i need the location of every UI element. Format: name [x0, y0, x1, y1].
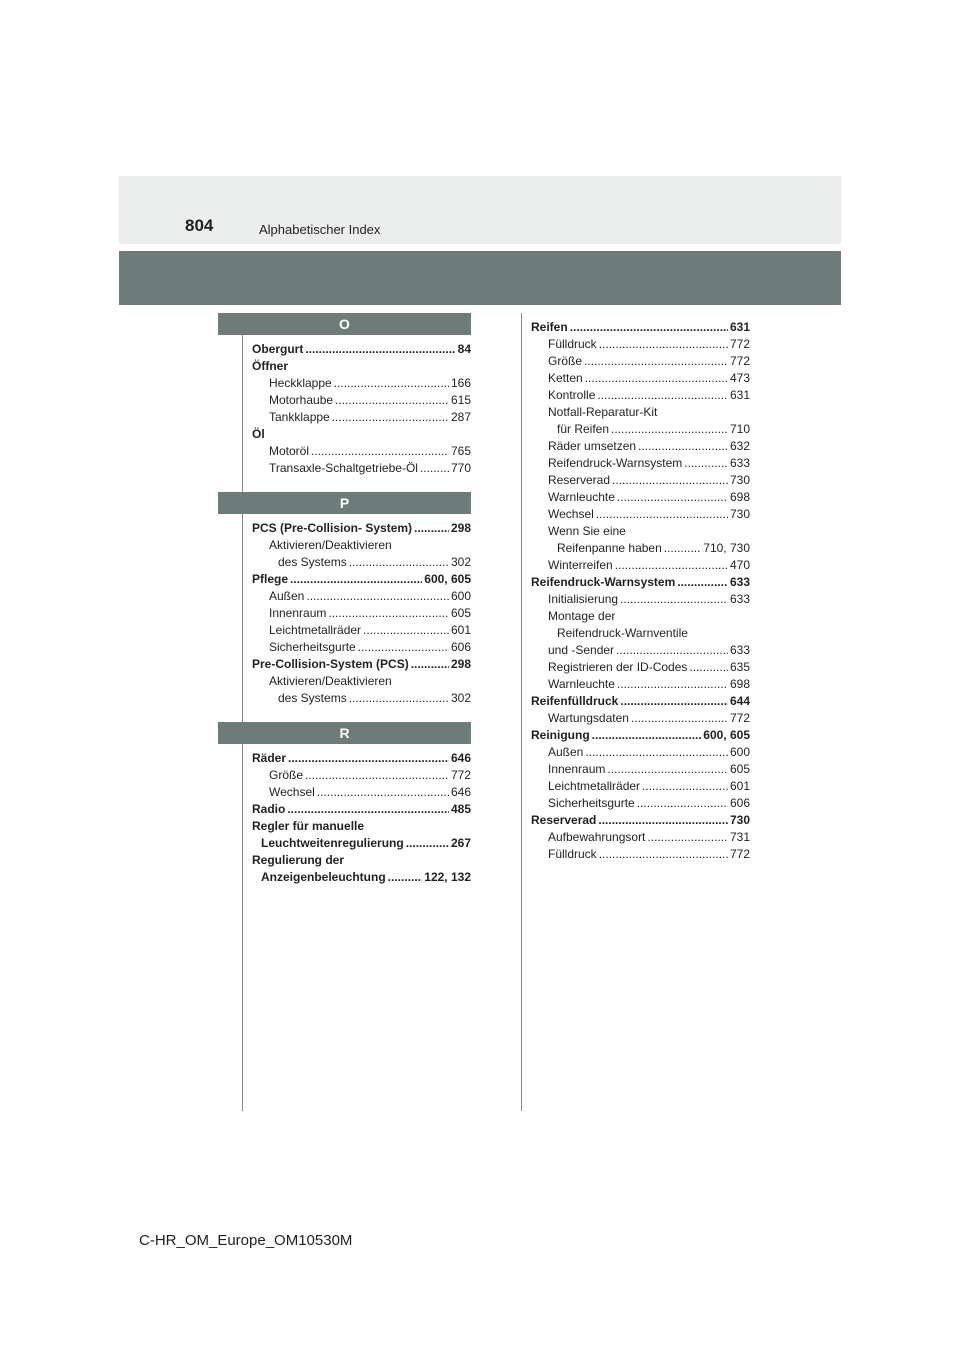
index-subentry: Fülldruck ..... 772	[531, 336, 750, 353]
index-subentry: Innenraum ..... 605	[531, 761, 750, 778]
letter-heading-o: O	[218, 313, 471, 335]
index-entry: Räder ..... 646	[252, 750, 471, 767]
index-subentry: Außen ..... 600	[531, 744, 750, 761]
index-entry: Reinigung ..... 600, 605	[531, 727, 750, 744]
index-subentry: Wartungsdaten ..... 772	[531, 710, 750, 727]
index-entry: Obergurt ..... 84	[252, 341, 471, 358]
index-entry: Öl	[252, 427, 265, 441]
index-subentry: Reserverad ..... 730	[531, 472, 750, 489]
index-entry: Pre-Collision-System (PCS) ..... 298	[252, 656, 471, 673]
index-subentry: Außen ..... 600	[252, 588, 471, 605]
index-subentry: Registrieren der ID-Codes ..... 635	[531, 659, 750, 676]
index-entry: Reserverad ..... 730	[531, 812, 750, 829]
index-entry: Regulierung der	[252, 853, 345, 867]
index-subentry: Heckklappe ..... 166	[252, 375, 471, 392]
index-entry: Leuchtweitenregulierung ..... 267	[252, 835, 471, 852]
index-subentry: Wechsel ..... 646	[252, 784, 471, 801]
page-number: 804	[185, 216, 214, 235]
index-entry: Reifendruck-Warnsystem ..... 633	[531, 574, 750, 591]
header-bar	[119, 176, 841, 244]
index-subentry: Aufbewahrungsort ..... 731	[531, 829, 750, 846]
index-subentry: Fülldruck ..... 772	[531, 846, 750, 863]
index-subentry: Tankklappe ..... 287	[252, 409, 471, 426]
letter-heading-r: R	[218, 722, 471, 744]
index-entry: Anzeigenbeleuchtung ..... 122, 132	[252, 869, 471, 886]
index-subentry: Reifendruck-Warnsystem ..... 633	[531, 455, 750, 472]
index-subentry: Motoröl ..... 765	[252, 443, 471, 460]
index-subentry: Winterreifen ..... 470	[531, 557, 750, 574]
index-subentry: Größe ..... 772	[531, 353, 750, 370]
right-index-column	[531, 319, 750, 863]
index-entry: Regler für manuelle	[252, 819, 365, 833]
index-subentry: Räder umsetzen ..... 632	[531, 438, 750, 455]
index-entry: PCS (Pre-Collision- System) ..... 298	[252, 520, 471, 537]
index-subentry: Warnleuchte ..... 698	[531, 489, 750, 506]
index-subentry: Reifendruck-Warnventile	[557, 626, 688, 640]
index-subentry: Montage der	[548, 609, 616, 623]
index-subentry: Motorhaube ..... 615	[252, 392, 471, 409]
title-band	[119, 251, 841, 305]
letter-heading-p: P	[218, 492, 471, 514]
index-subentry: Initialisierung ..... 633	[531, 591, 750, 608]
left-column-divider	[242, 313, 243, 1111]
index-subentry: und -Sender ..... 633	[531, 642, 750, 659]
left-index-column	[252, 313, 471, 886]
index-entry: Reifen ..... 631	[531, 319, 750, 336]
index-subentry: Warnleuchte ..... 698	[531, 676, 750, 693]
index-subentry: Leichtmetallräder ..... 601	[531, 778, 750, 795]
index-subentry: Aktivieren/Deaktivieren	[269, 674, 392, 688]
index-entry: Pflege ..... 600, 605	[252, 571, 471, 588]
index-entry: Reifenfülldruck ..... 644	[531, 693, 750, 710]
index-subentry: des Systems ..... 302	[252, 554, 471, 571]
index-subentry: Leichtmetallräder ..... 601	[252, 622, 471, 639]
index-subentry: für Reifen ..... 710	[531, 421, 750, 438]
index-subentry: Innenraum ..... 605	[252, 605, 471, 622]
index-subentry: Sicherheitsgurte ..... 606	[252, 639, 471, 656]
index-subentry: des Systems ..... 302	[252, 690, 471, 707]
index-subentry: Kontrolle ..... 631	[531, 387, 750, 404]
index-entry: Öffner	[252, 359, 288, 373]
index-subentry: Größe ..... 772	[252, 767, 471, 784]
index-subentry: Aktivieren/Deaktivieren	[269, 538, 392, 552]
index-entry: Radio ..... 485	[252, 801, 471, 818]
index-subentry: Notfall-Reparatur-Kit	[548, 405, 658, 419]
index-subentry: Transaxle-Schaltgetriebe-Öl ..... 770	[252, 460, 471, 477]
section-title: Alphabetischer Index	[259, 222, 381, 237]
right-column-divider	[521, 313, 522, 1111]
index-subentry: Reifenpanne haben ..... 710, 730	[531, 540, 750, 557]
index-subentry: Ketten ..... 473	[531, 370, 750, 387]
index-subentry: Wenn Sie eine	[548, 524, 626, 538]
document-id: C-HR_OM_Europe_OM10530M	[139, 1232, 353, 1249]
index-subentry: Wechsel ..... 730	[531, 506, 750, 523]
index-subentry: Sicherheitsgurte ..... 606	[531, 795, 750, 812]
